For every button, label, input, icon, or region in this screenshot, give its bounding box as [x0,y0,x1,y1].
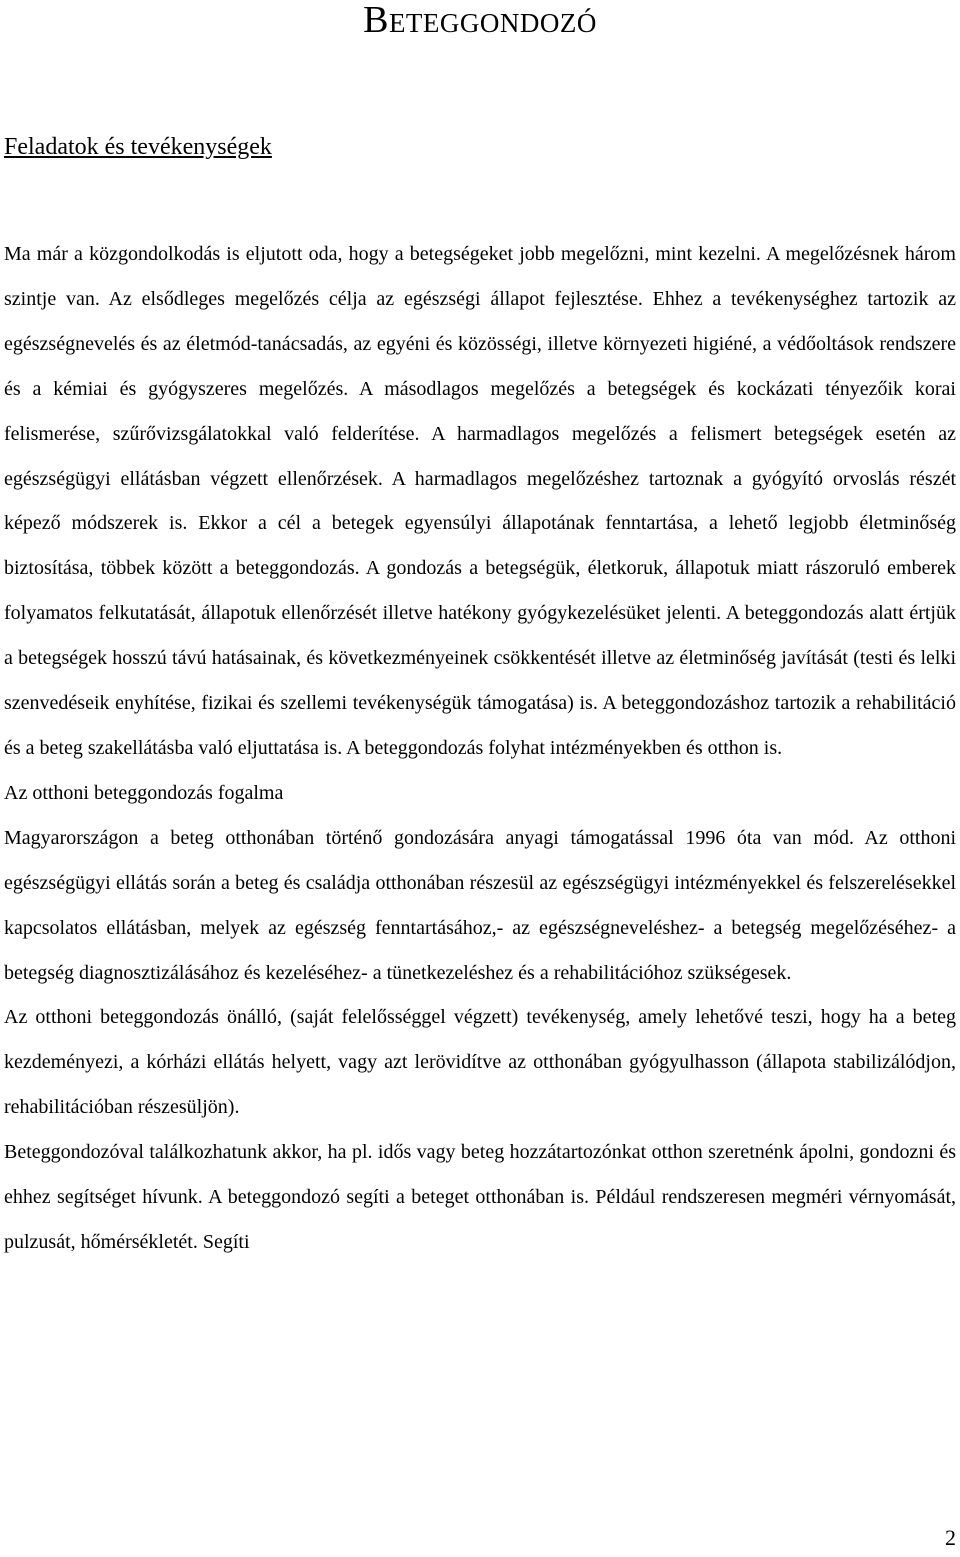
section-heading: Feladatok és tevékenységek [4,134,272,160]
paragraph-home-care-hungary: Magyarországon a beteg otthonában történő gondozására anyagi támogatással 1996 óta van mód. Az otthoni egészségügyi ellátás során a beteg és családja otthonában részesül az egészségügyi intézményekkel és felszerelésekkel kapcsolatos ellátásban, melyek az egészség fenntartásához,- az egészségneveléshez- a betegség megelőzéséhez- a betegség diagnosztizálásához és kezeléséhez- a tünetkezeléshez és a rehabilitációhoz szükségesek. [4,826,956,984]
paragraph-prevention: Ma már a közgondolkodás is eljutott oda, hogy a betegségeket jobb megelőzni, mint kezelni. A megelőzésnek három szintje van. Az elsődleges megelőzés célja az egészségi állapot fejlesztése. Ehhez a tevékenységhez tartozik az egészségnevelés és az életmód-tanácsadás, az egyéni és közösségi, illetve környezeti higiéné, a védőoltások rendszere és a kémiai és gyógyszeres megelőzés. A másodlagos megelőzés a betegségek és kockázati tényezőik korai felismerése, szűrővizsgálatokkal való felderítése. A harmadlagos megelőzés a felismert betegségek esetén az egészségügyi ellátásban végzett ellenőrzések. A harmadlagos megelőzéshez tartoznak a gyógyító orvoslás részét képező módszerek is. Ekkor a cél a betegek egyensúlyi állapotának fenntartása, a lehető legjobb életminőség biztosítása, többek között a beteggondozás. A gondozás a betegségük, életkoruk, állapotuk miatt rászoruló emberek folyamatos felkutatását, állapotuk ellenőrzését illetve hatékony gyógykezelésüket jelenti. A beteggondozás alatt értjük a betegségek hosszú távú hatásainak, és következményeinek csökkentését illetve az életminőség javítását (testi és lelki szenvedéseik enyhítése, fizikai és szellemi tevékenységük támogatása) is. A beteggondozáshoz tartozik a rehabilitáció és a beteg szakellátásba való eljuttatása is. A beteggondozás folyhat intézményekben és otthon is. [4,243,956,759]
document-title: Beteggondozó [363,0,597,41]
paragraph-caregiver: Beteggondozóval találkozhatunk akkor, ha pl. idős vagy beteg hozzátartozónkat otthon szeretnénk ápolni, gondozni és ehhez segítséget hívunk. A beteggondozó segíti a beteget otthonában is. Például rendszeresen megméri vérnyomását, pulzusát, hőmérsékletét. Segíti [4,1141,956,1253]
paragraph-home-care-independent: Az otthoni beteggondozás önálló, (saját felelősséggel végzett) tevékenység, amely lehetővé teszi, hogy ha a beteg kezdeményezi, a kórházi ellátás helyett, vagy azt lerövidítve az otthonában gyógyulhasson (állapota stabilizálódjon, rehabilitációban részesüljön). [4,1006,956,1119]
page-number: 2 [945,1525,956,1550]
document-body [4,232,956,1265]
subheading-home-care: Az otthoni beteggondozás fogalma [4,781,284,804]
